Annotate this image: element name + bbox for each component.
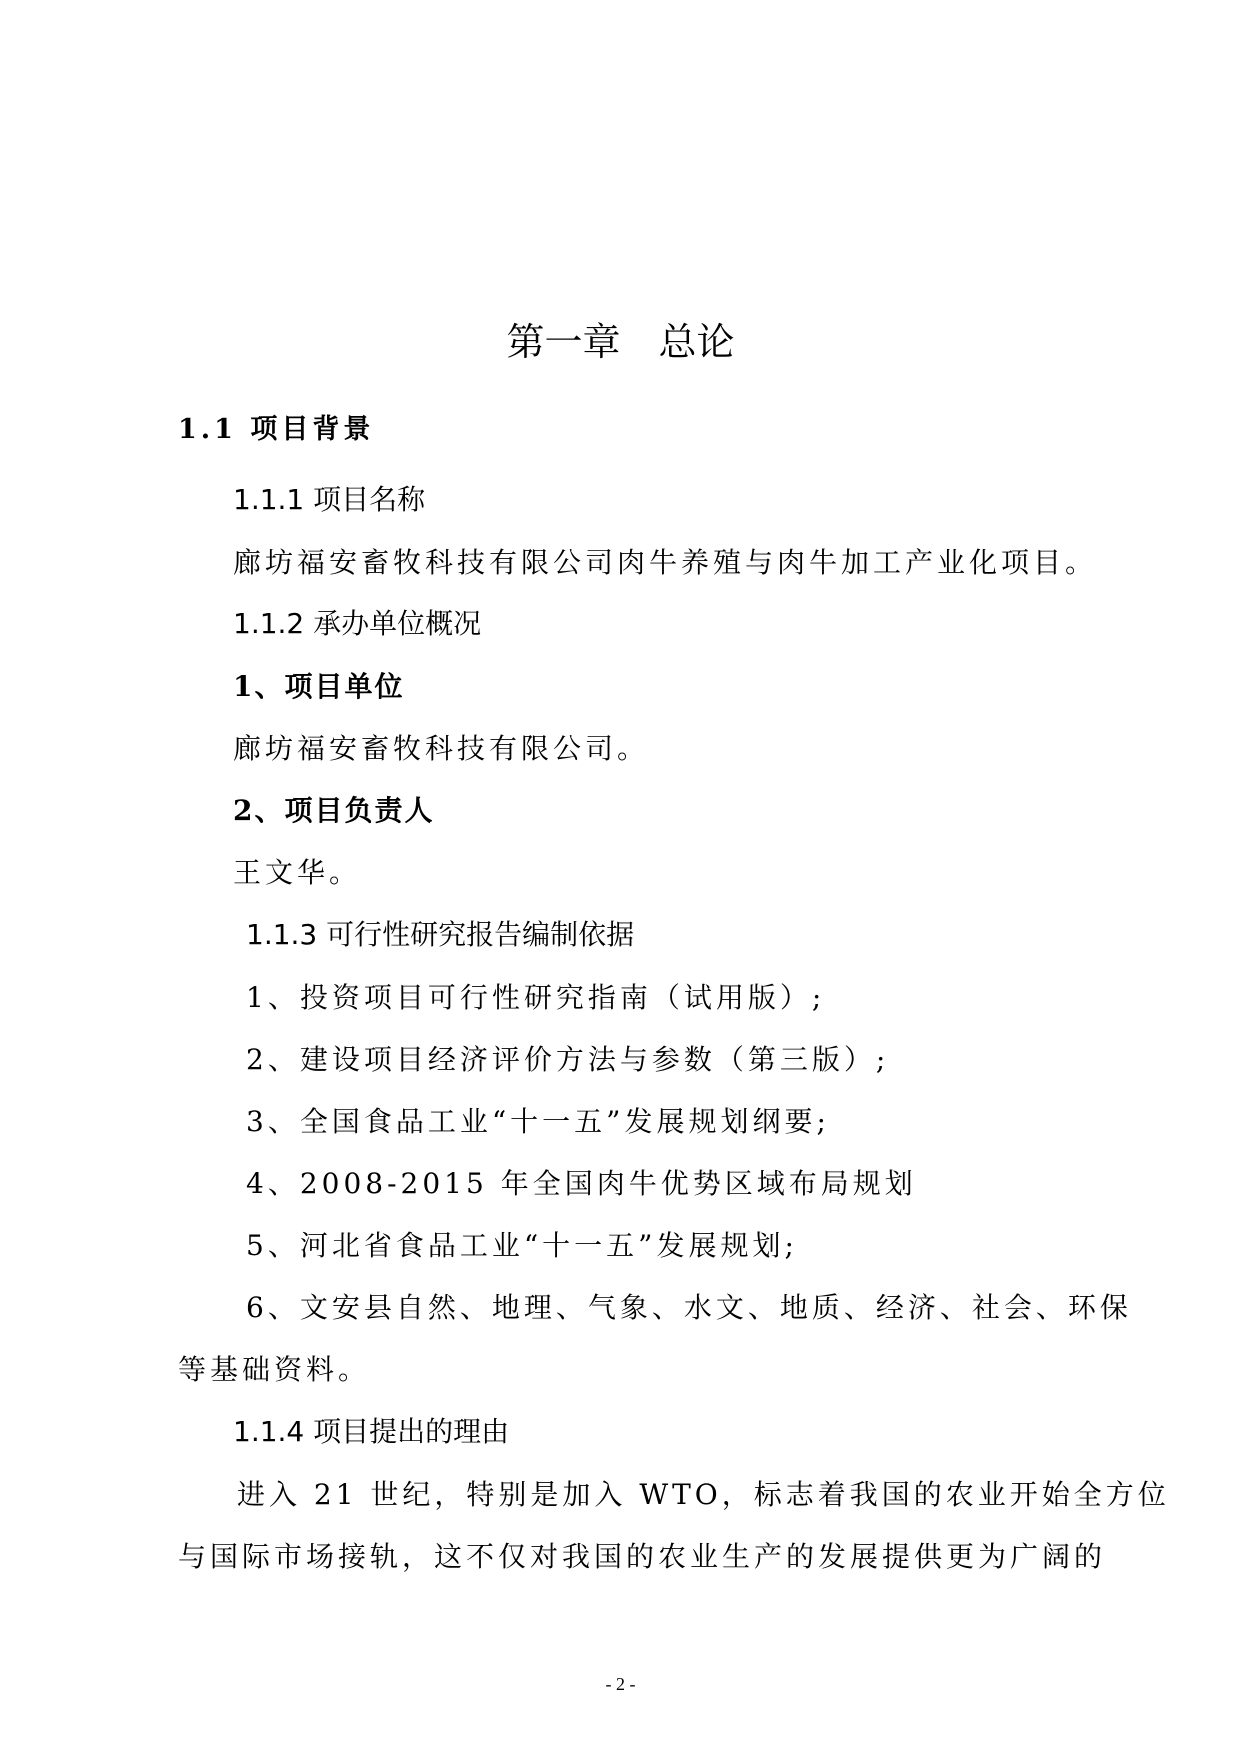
basis-item: 1、投资项目可行性研究指南（试用版）; — [246, 981, 826, 1014]
basis-item: 2、建设项目经济评价方法与参数（第三版）; — [246, 1043, 890, 1076]
paragraph-line: 与国际市场接轨，这不仅对我国的农业生产的发展提供更为广阔的 — [178, 1540, 1107, 1573]
section-heading: 1.1 项目背景 — [178, 414, 375, 445]
subsection-1-1-3: 1.1.3 可行性研究报告编制依据 — [246, 918, 635, 951]
basis-item: 6、文安县自然、地理、气象、水文、地质、经济、社会、环保 — [246, 1291, 1132, 1324]
chapter-title: 第一章 总论 — [506, 320, 735, 364]
item-project-leader-heading: 2、项目负责人 — [233, 794, 435, 827]
basis-item: 4、2008-2015 年全国肉牛优势区域布局规划 — [246, 1167, 917, 1200]
basis-item: 3、全国食品工业“十一五”发展规划纲要; — [246, 1105, 830, 1138]
item-project-unit-text: 廊坊福安畜牧科技有限公司。 — [233, 732, 650, 765]
subsection-1-1-2: 1.1.2 承办单位概况 — [233, 607, 482, 640]
subsection-1-1-1: 1.1.1 项目名称 — [233, 483, 426, 516]
basis-item: 5、河北省食品工业“十一五”发展规划; — [246, 1229, 798, 1262]
basis-item-continuation: 等基础资料。 — [178, 1353, 371, 1386]
paragraph-line: 进入 21 世纪，特别是加入 WTO，标志着我国的农业开始全方位 — [237, 1478, 1170, 1511]
item-project-unit-heading: 1、项目单位 — [233, 670, 405, 703]
subsection-1-1-4: 1.1.4 项目提出的理由 — [233, 1415, 510, 1448]
page-number: - 2 - — [605, 1674, 636, 1694]
item-project-leader-text: 王文华。 — [233, 856, 362, 889]
project-name-text: 廊坊福安畜牧科技有限公司肉牛养殖与肉牛加工产业化项目。 — [233, 546, 1098, 579]
